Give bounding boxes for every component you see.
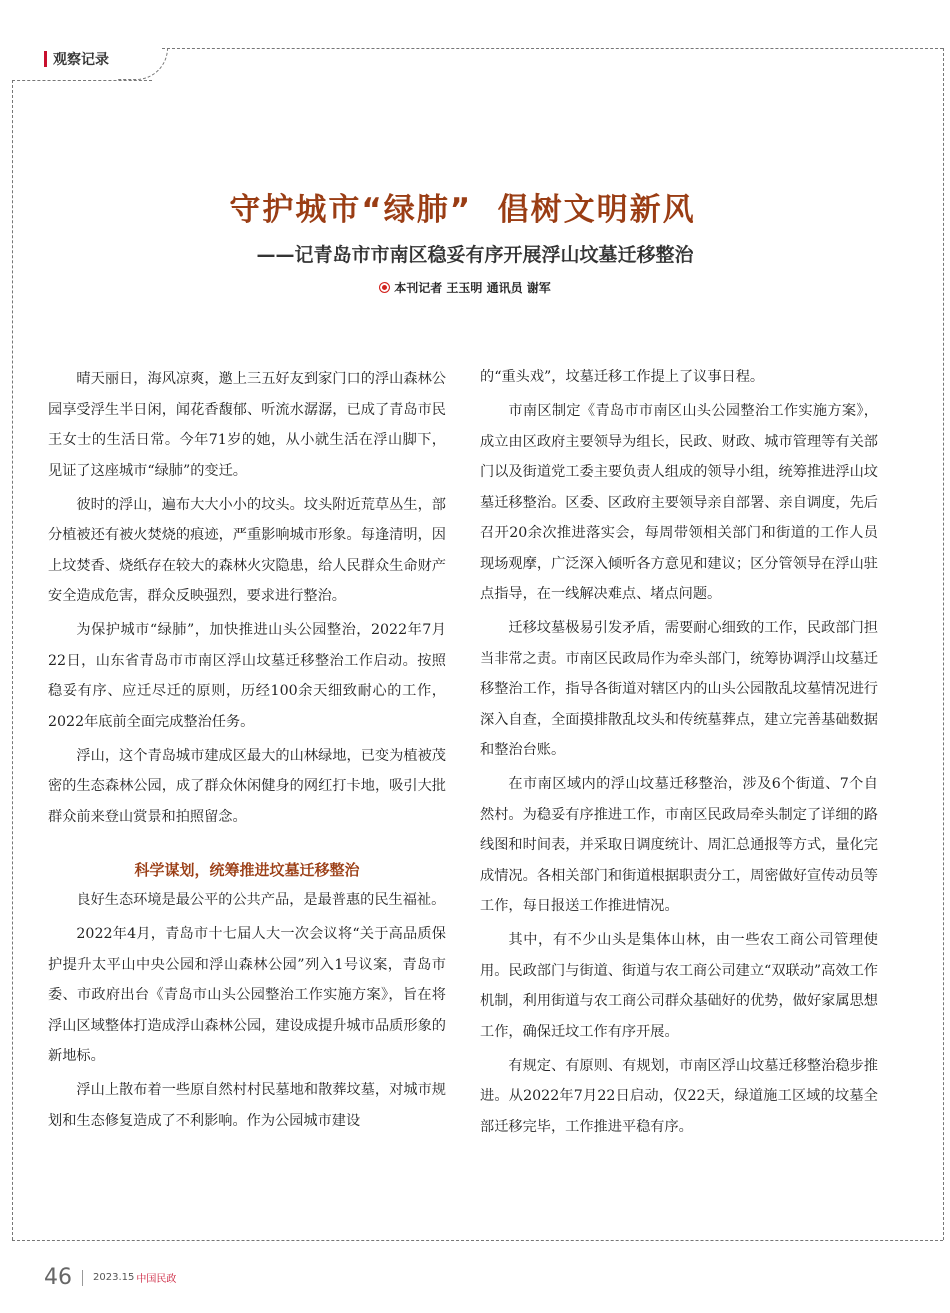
paragraph: 迁移坟墓极易引发矛盾，需要耐心细致的工作，民政部门担当非常之责。市南区民政局作为牵头部门，统筹协调浮山坟墓迁移整治工作，指导各街道对辖区内的山头公园散乱坟墓情况进行深入自查，全面摸排散乱坟头和传统墓葬点，建立完善基础数据和整治台账。 [480,620,878,758]
article-title: 守护城市“绿肺” 倡树文明新风 [229,192,696,228]
page-number: 46 [44,1265,72,1290]
paragraph: 其中，有不少山头是集体山林，由一些农工商公司管理使用。民政部门与街道、街道与农工商公司建立“双联动”高效工作机制，利用街道与农工商公司群众基础好的优势，做好家属思想工作，确保迁坟工作有序开展。 [480,932,878,1040]
section-tag [44,49,109,69]
paragraph: 良好生态环境是最公平的公共产品，是最普惠的民生福祉。 [76,892,446,908]
section-tag-label: 观察记录 [53,52,109,68]
frame-border-bottom [12,1240,943,1241]
paragraph: 2022年4月，青岛市十七届人大一次会议将“关于高品质保护提升太平山中央公园和浮山森林公园”列入1号议案，青岛市委、市政府出台《青岛市山头公园整治工作实施方案》，旨在将浮山区域整体打造成浮山森林公园，建设成提升城市品质形象的新地标。 [48,926,446,1064]
paragraph: 在市南区域内的浮山坟墓迁移整治，涉及6个街道、7个自然村。为稳妥有序推进工作，市南区民政局牵头制定了详细的路线图和时间表，并采取日调度统计、周汇总通报等方式，量化完成情况。各相关部门和街道根据职责分工，周密做好宣传动员等工作，每日报送工作推进情况。 [480,776,878,914]
page-footer [44,1265,176,1290]
issue-number: 2023.15 [93,1272,135,1283]
left-column [48,364,446,1136]
paragraph: 为保护城市“绿肺”，加快推进山头公园整治，2022年7月22日，山东省青岛市市南区浮山坟墓迁移整治工作启动。按照稳妥有序、应迁尽迁的原则，历经100余天细致耐心的工作，2022年底前全面完成整治任务。 [48,622,446,730]
frame-border-top-left [12,80,152,81]
frame-border-right [943,48,944,1240]
paragraph: 浮山上散布着一些原自然村村民墓地和散葬坟墓，对城市规划和生态修复造成了不利影响。作为公园城市建设 [48,1082,446,1129]
article-byline [0,279,930,296]
article-subtitle: ——记青岛市市南区稳妥有序开展浮山坟墓迁移整治 [256,244,694,266]
paragraph: 彼时的浮山，遍布大大小小的坟头。坟头附近荒草丛生，部分植被还有被火焚烧的痕迹，严重影响城市形象。每逢清明，因上坟焚香、烧纸存在较大的森林火灾隐患，给人民群众生命财产安全造成危害，群众反映强烈，要求进行整治。 [48,496,446,604]
byline-text: 本刊记者 王玉明 通讯员 谢军 [394,281,551,295]
paragraph: 晴天丽日，海风凉爽，邀上三五好友到家门口的浮山森林公园享受浮生半日闲，闻花香馥郁、听流水潺潺，已成了青岛市民王女士的生活日常。今年71岁的她，从小就生活在浮山脚下，见证了这座城市“绿肺”的变迁。 [48,371,446,479]
section-tag-bar [44,51,47,67]
frame-border-top-right [162,48,943,49]
magazine-name: 中国民政 [136,1274,177,1285]
section-heading: 科学谋划，统筹推进坟墓迁移整治 [134,861,360,879]
paragraph: 浮山，这个青岛城市建成区最大的山林绿地，已变为植被茂密的生态森林公园，成了群众休闲健身的网红打卡地，吸引大批群众前来登山赏景和拍照留念。 [48,747,446,825]
footer-divider [82,1270,83,1286]
byline-bullet-icon [379,282,390,293]
right-column [480,362,878,1142]
paragraph-continued: 的“重头戏”，坟墓迁移工作提上了议事日程。 [480,369,765,385]
paragraph: 有规定、有原则、有规划，市南区浮山坟墓迁移整治稳步推进。从2022年7月22日启动，仅22天，绿道施工区域的坟墓全部迁移完毕，工作推进平稳有序。 [480,1057,878,1135]
frame-border-curve [118,48,168,80]
paragraph: 市南区制定《青岛市市南区山头公园整治工作实施方案》，成立由区政府主要领导为组长，民政、财政、城市管理等有关部门以及街道党工委主要负责人组成的领导小组，统筹推进浮山坟墓迁移整治。区委、区政府主要领导亲自部署、亲自调度，先后召开20余次推进落实会，每周带领相关部门和街道的工作人员现场观摩，广泛深入倾听各方意见和建议；区分管领导在浮山驻点指导，在一线解决难点、堵点问题。 [480,403,878,602]
